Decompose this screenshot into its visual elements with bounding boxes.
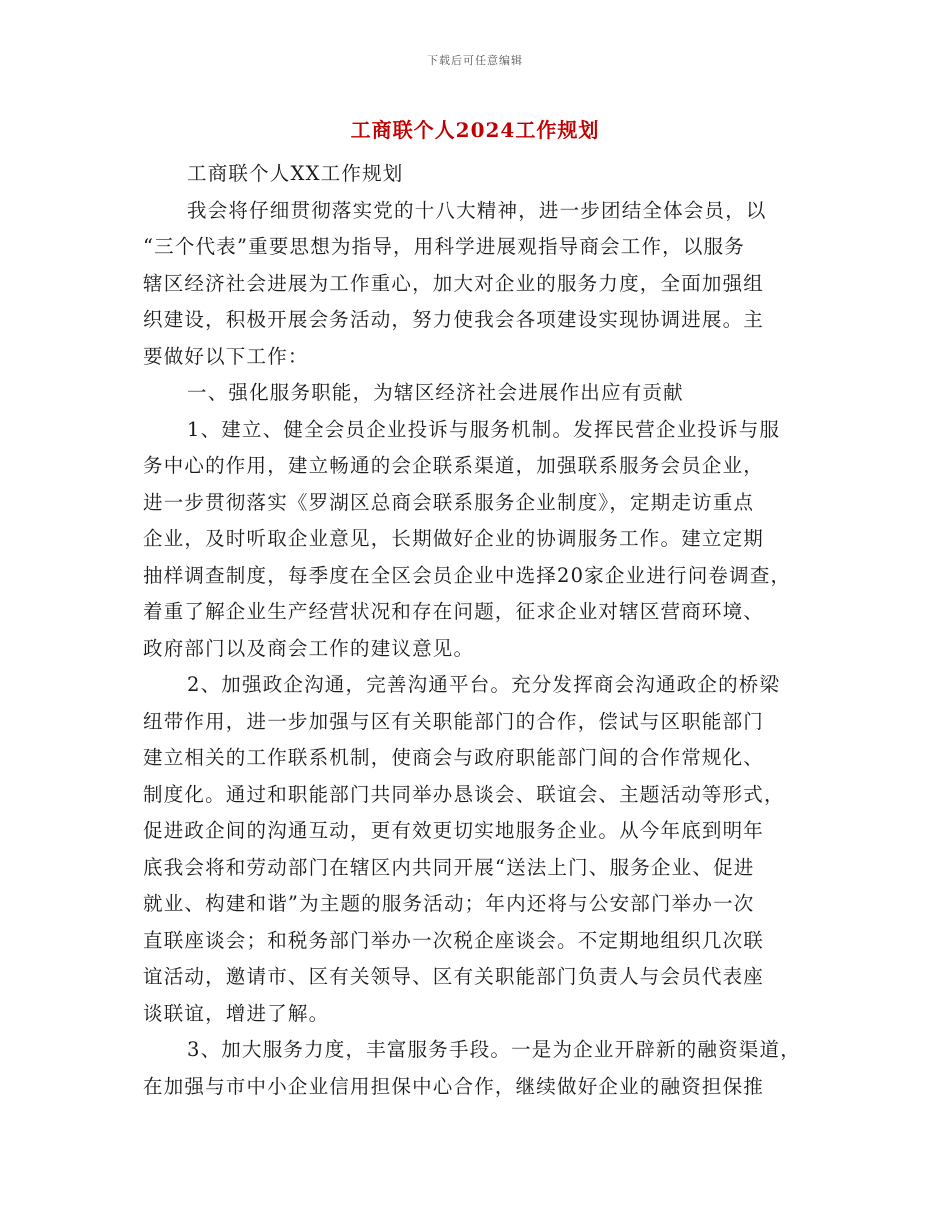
- text-line: “三个代表”重要思想为指导，用科学进展观指导商会工作，以服务: [143, 235, 745, 258]
- text-line: 着重了解企业生产经营状况和存在问题，征求企业对辖区营商环境、: [143, 600, 765, 623]
- text-line: 建立相关的工作联系机制，使商会与政府职能部门间的合作常规化、: [143, 746, 765, 769]
- text-line: 制度化。通过和职能部门共同举办恳谈会、联谊会、主题活动等形式，: [143, 782, 785, 806]
- text-line: 在加强与市中小企业信用担保中心合作，继续做好企业的融资担保推: [143, 1074, 765, 1098]
- page-header-note: 下载后可任意编辑: [427, 54, 523, 67]
- document-body: [143, 156, 833, 1105]
- text-line: 就业、构建和谐”为主题的服务活动；年内还将与公安部门举办一次: [143, 892, 755, 915]
- text-line: 2、加强政企沟通，完善沟通平台。充分发挥商会沟通政企的桥梁: [187, 673, 781, 696]
- text-line: 织建设，积极开展会务活动，努力使我会各项建设实现协调进展。主: [143, 308, 765, 331]
- document-title: 工商联个人2024工作规划: [350, 118, 600, 142]
- text-line: 促进政企间的沟通互动，更有效更切实地服务企业。从今年底到明年: [143, 819, 765, 842]
- text-line: 谈联谊，增进了解。: [143, 1001, 330, 1025]
- text-line: 工商联个人XX工作规划: [187, 162, 404, 185]
- text-line: 辖区经济社会进展为工作重心，加大对企业的服务力度，全面加强组: [143, 271, 765, 295]
- text-line: 我会将仔细贯彻落实党的十八大精神，进一步团结全体会员，以: [187, 198, 767, 222]
- text-line: 进一步贯彻落实《罗湖区总商会联系服务企业制度》，定期走访重点: [143, 490, 755, 514]
- text-line: 底我会将和劳动部门在辖区内共同开展“送法上门、服务企业、促进: [143, 855, 755, 879]
- text-line: 纽带作用，进一步加强与区有关职能部门的合作，偿试与区职能部门: [143, 709, 765, 733]
- text-line: 谊活动，邀请市、区有关领导、区有关职能部门负责人与会员代表座: [143, 965, 765, 988]
- text-line: 一、强化服务职能，为辖区经济社会进展作出应有贡献: [187, 381, 684, 404]
- text-line: 直联座谈会；和税务部门举办一次税企座谈会。不定期地组织几次联: [143, 928, 765, 952]
- text-line: 要做好以下工作：: [143, 344, 309, 368]
- text-line: 务中心的作用，建立畅通的会企联系渠道，加强联系服务会员企业，: [143, 454, 765, 477]
- text-line: 1、建立、健全会员企业投诉与服务机制。发挥民营企业投诉与服: [187, 417, 781, 441]
- text-line: 3、加大服务力度，丰富服务手段。一是为企业开辟新的融资渠道，: [187, 1038, 801, 1061]
- text-line: 抽样调查制度，每季度在全区会员企业中选择20家企业进行问卷调查，: [143, 563, 792, 587]
- text-line: 企业，及时听取企业意见，长期做好企业的协调服务工作。建立定期: [143, 527, 765, 550]
- text-line: 政府部门以及商会工作的建议意见。: [143, 636, 475, 660]
